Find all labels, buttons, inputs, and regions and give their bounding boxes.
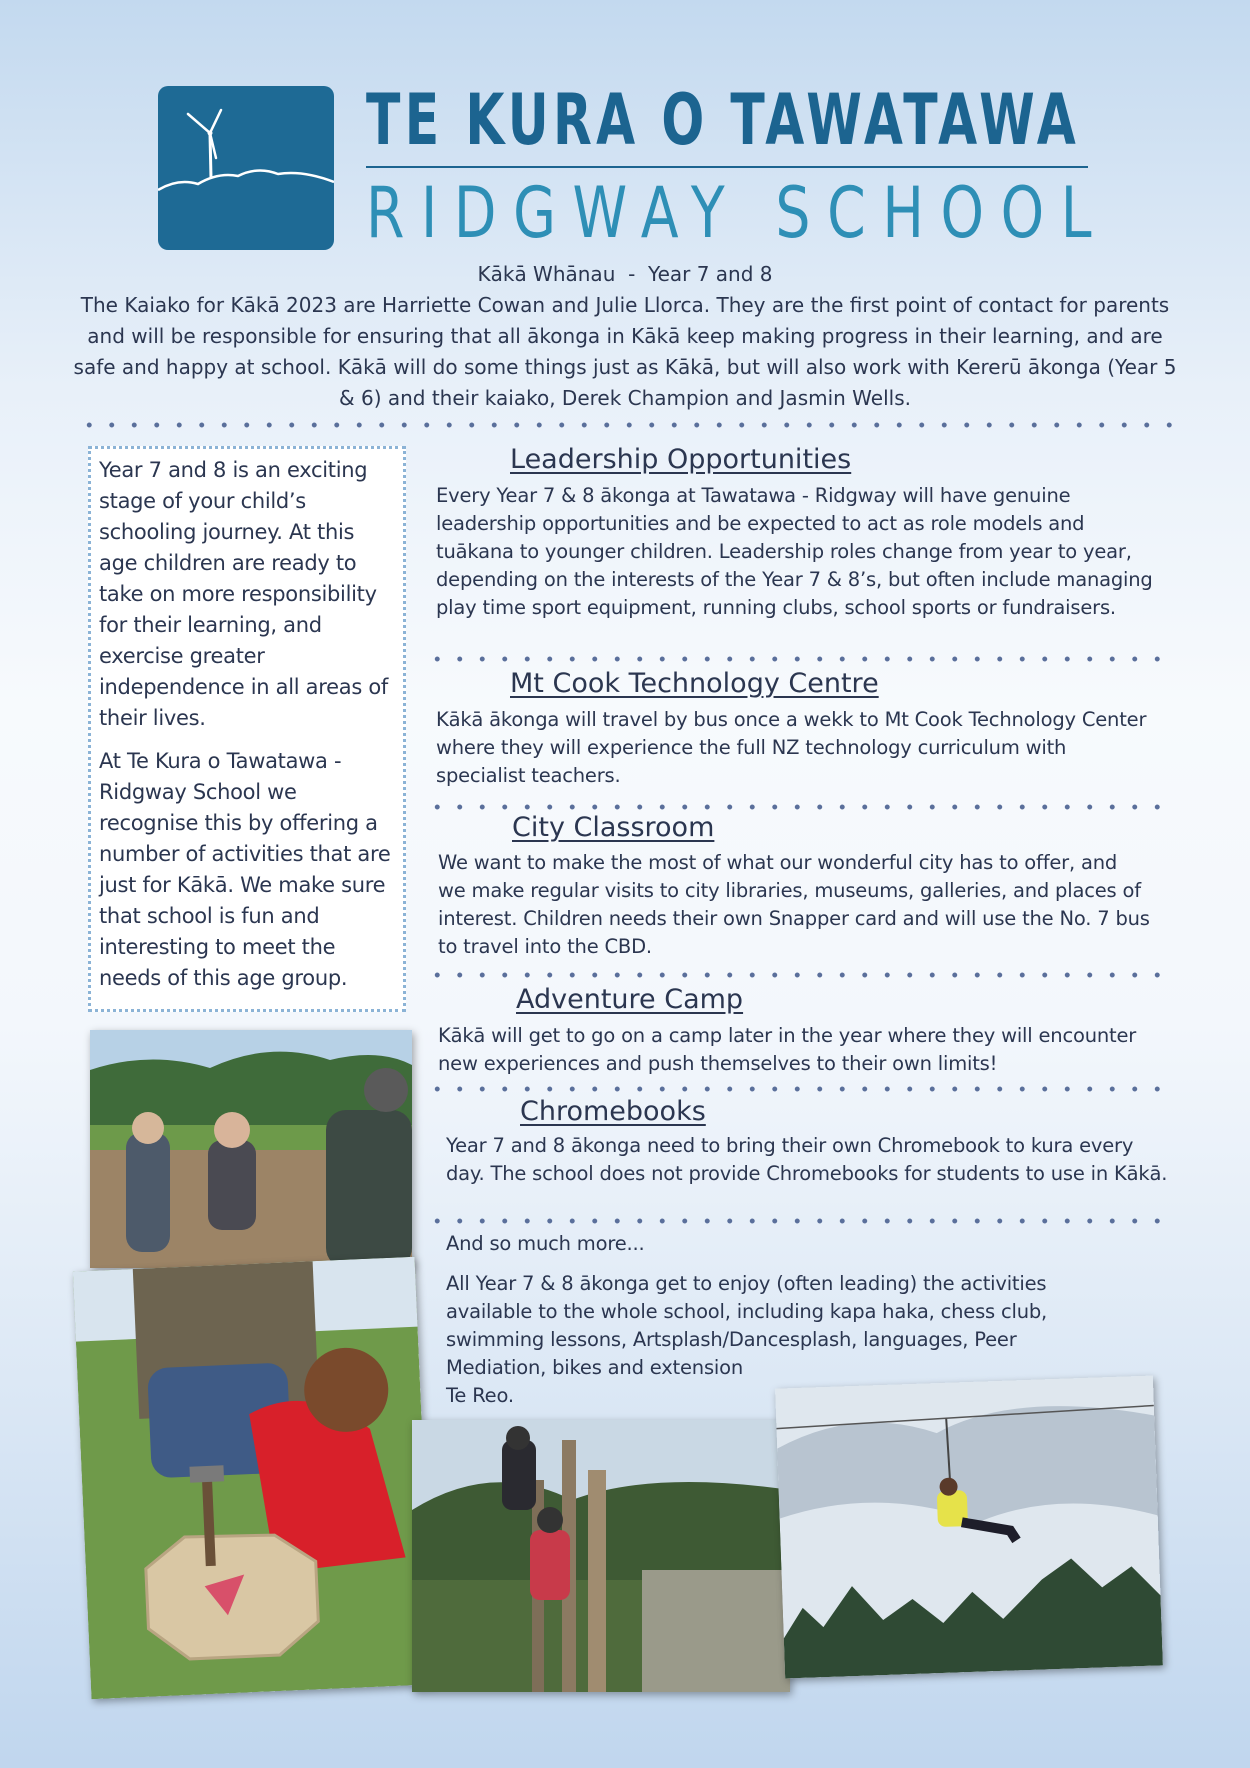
title-divider [366,166,1088,168]
divider-dots [426,1086,1172,1092]
wind-turbine-icon [158,86,334,250]
section-body-chromebooks: Year 7 and 8 ākonga need to bring their own Chromebook to kura every day. The school does not provide Chromebooks for students to use in Kākā. [446,1134,1168,1185]
school-name-maori: TE KURA O TAWATAWA [366,79,1081,161]
section-body-adventure-camp: Kākā will get to go on a camp later in the year where they will encounter new experiences and push themselves to their own limits! [438,1024,1137,1075]
divider-dots [426,656,1172,662]
left-panel-para-2: At Te Kura o Tawatawa - Ridgway School we recognise this by offering a number of activities that are just for Kākā. We make sure that school is fun and interesting to meet the needs of this age group. [99,749,391,990]
section-title-chromebooks: Chromebooks [520,1096,706,1127]
school-logo [158,86,334,250]
section-title-adventure-camp: Adventure Camp [516,984,744,1015]
more-heading: And so much more... [446,1232,645,1255]
school-name [366,76,1109,254]
more-body-end: Te Reo. [446,1384,514,1407]
photo-girl-hammering [73,1257,433,1700]
section-body-mt-cook: Kākā ākonga will travel by bus once a wekk to Mt Cook Technology Center where they will experience the full NZ technology curriculum with specialist teachers. [436,708,1147,787]
section-title-leadership: Leadership Opportunities [510,444,852,475]
whanau-heading: Kākā Whānau - Year 7 and 8 [477,262,773,286]
school-name-english: RIDGWAY SCHOOL [366,172,1109,254]
left-info-panel [88,446,406,1012]
divider-dots [426,804,1172,810]
section-body-city-classroom: We want to make the most of what our wonderful city has to offer, and we make regular visits to city libraries, museums, galleries, and places of interest. Children needs their own Snapper card and will use the No. 7 bus to travel into the CBD. [438,851,1150,958]
left-panel-para-1: Year 7 and 8 is an exciting stage of your child’s schooling journey. At this age children are ready to take on more responsibility for their learning, and exercise greater independence in all areas of their lives. [99,458,388,730]
more-body-text: All Year 7 & 8 ākonga get to enjoy (often leading) the activities available to the whole school, including kapa haka, chess club, swimming lessons, Artsplash/Dancesplash, languages, Peer Mediation, bikes and extension [446,1272,1048,1379]
divider-dots [426,1218,1172,1224]
photo-climbing-ladder [412,1420,790,1692]
divider-dots [78,422,1172,428]
intro-paragraph: The Kaiako for Kākā 2023 are Harriette Cowan and Julie Llorca. They are the first point of contact for parents and will be responsible for ensuring that all ākonga in Kākā keep making progress in their learning, and are safe and happy at school. Kākā will do some things just as Kākā, but will also work with Kererū ākonga (Year 5 & 6) and their kaiako, Derek Champion and Jasmin Wells. [73,293,1177,410]
photo-kids-outdoors [90,1030,412,1268]
photo-zipline [775,1375,1163,1678]
divider-dots [426,972,1172,978]
section-body-leadership: Every Year 7 & 8 ākonga at Tawatawa - Ridgway will have genuine leadership opportunities and be expected to act as role models and tuākana to younger children. Leadership roles change from year to year, depending on the interests of the Year 7 & 8’s, but often include managing play time sport equipment, running clubs, school sports or fundraisers. [436,484,1153,619]
section-title-city-classroom: City Classroom [512,812,715,843]
section-title-mt-cook: Mt Cook Technology Centre [510,668,879,699]
